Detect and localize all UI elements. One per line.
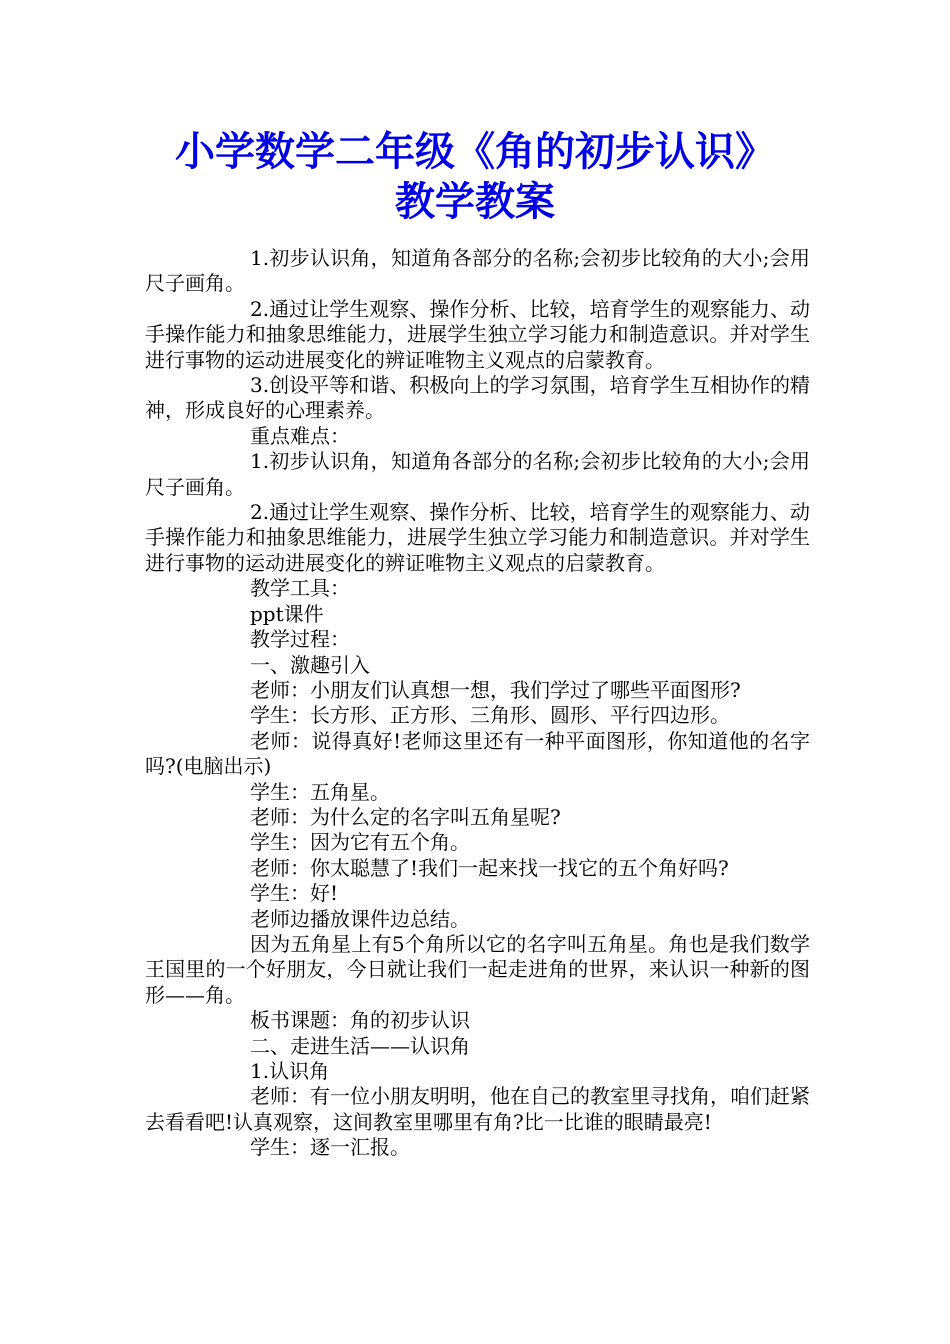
dialogue-line: 学生：逐一汇报。 xyxy=(250,1135,410,1160)
section-heading-key-points: 重点难点： xyxy=(250,423,350,448)
objective-2: 2.通过让学生观察、操作分析、比较，培育学生的观察能力、动手操作能力和抽象思维能力，进展学生独立学习能力和制造意识。并对学生进行事物的运动进展变化的辨证唯物主义观点的启蒙教育。 xyxy=(145,296,810,372)
process-part-1-heading: 一、激趣引入 xyxy=(250,652,370,677)
dialogue-line: 老师：小朋友们认真想一想，我们学过了哪些平面图形? xyxy=(250,677,741,702)
dialogue-line: 学生：长方形、正方形、三角形、圆形、平行四边形。 xyxy=(250,703,730,728)
section-heading-process: 教学过程： xyxy=(250,627,350,652)
dialogue-line: 老师：说得真好!老师这里还有一种平面图形，你知道他的名字吗?(电脑出示) xyxy=(145,728,810,779)
dialogue-line: 学生：五角星。 xyxy=(250,779,390,804)
section-heading-tools: 教学工具： xyxy=(250,576,350,601)
process-part-2-heading: 二、走进生活——认识角 xyxy=(250,1033,470,1058)
narration-paragraph: 因为五角星上有5个角所以它的名字叫五角星。角也是我们数学王国里的一个好朋友，今日就让我们一起走进角的世界，来认识一种新的图形——角。 xyxy=(145,931,810,1007)
objective-3: 3.创设平等和谐、积极向上的学习氛围，培育学生互相协作的精神，形成良好的心理素养。 xyxy=(145,373,810,423)
dialogue-line: 老师：为什么定的名字叫五角星呢? xyxy=(250,804,561,829)
document-title-line1: 小学数学二年级《角的初步认识》 xyxy=(175,128,775,175)
narration-line: 老师边播放课件边总结。 xyxy=(250,906,470,931)
dialogue-line: 老师：有一位小朋友明明，他在自己的教室里寻找角，咱们赶紧去看看吧!认真观察，这间教室里哪里有角?比一比谁的眼睛最亮! xyxy=(145,1084,810,1134)
document-title-line2: 教学教案 xyxy=(395,178,555,225)
objective-1: 1.初步认识角，知道角各部分的名称;会初步比较角的大小;会用尺子画角。 xyxy=(145,246,810,296)
subsection-heading: 1.认识角 xyxy=(250,1059,330,1083)
dialogue-line: 老师：你太聪慧了!我们一起来找一找它的五个角好吗? xyxy=(250,855,729,880)
document-body xyxy=(145,246,810,1161)
dialogue-line: 学生：好! xyxy=(250,881,339,906)
key-point-1: 1.初步认识角，知道角各部分的名称;会初步比较角的大小;会用尺子画角。 xyxy=(145,449,810,499)
key-point-2: 2.通过让学生观察、操作分析、比较，培育学生的观察能力、动手操作能力和抽象思维能力，进展学生独立学习能力和制造意识。并对学生进行事物的运动进展变化的辨证唯物主义观点的启蒙教育。 xyxy=(145,500,810,575)
tool-item: ppt课件 xyxy=(250,601,324,626)
dialogue-line: 学生：因为它有五个角。 xyxy=(250,830,470,855)
board-title-line: 板书课题：角的初步认识 xyxy=(250,1008,470,1033)
